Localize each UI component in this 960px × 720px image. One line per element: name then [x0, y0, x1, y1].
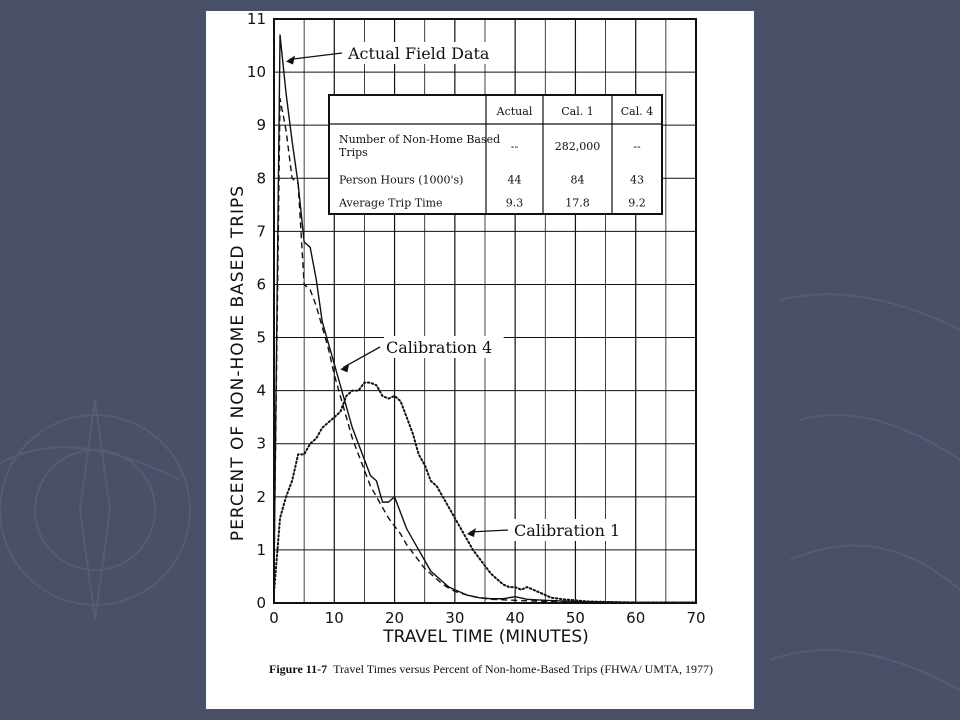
table-col-header: Cal. 4	[620, 105, 654, 118]
table-cell: 9.2	[628, 196, 646, 210]
y-tick-label: 9	[256, 116, 266, 135]
caption-figure-number: Figure 11-7	[269, 662, 328, 676]
x-tick-label: 50	[565, 609, 585, 627]
table-cell: 9.3	[505, 196, 524, 210]
annotation-label: Actual Field Data	[348, 44, 490, 63]
table-cell: 84	[570, 173, 585, 187]
y-tick-label: 1	[256, 540, 266, 559]
table-cell: --	[633, 140, 641, 153]
x-tick-label: 70	[686, 609, 706, 627]
table-cell: 282,000	[554, 140, 601, 153]
table-cell: 43	[630, 173, 644, 187]
table-cell: 44	[507, 173, 522, 187]
scanned-figure-page	[206, 11, 754, 709]
x-tick-label: 20	[385, 609, 405, 627]
table-row-label: Person Hours (1000's)	[339, 173, 464, 187]
x-tick-label: 30	[445, 609, 465, 627]
y-tick-label: 7	[256, 222, 266, 241]
table-col-header: Cal. 1	[561, 105, 594, 118]
y-axis-label: PERCENT OF NON-HOME BASED TRIPS	[228, 184, 248, 542]
annotation-arrowhead	[286, 55, 295, 64]
x-tick-label: 60	[626, 609, 646, 627]
y-tick-label: 10	[246, 63, 266, 82]
travel-time-chart	[206, 11, 754, 709]
y-tick-label: 2	[256, 487, 266, 506]
table-row-label: Average Trip Time	[339, 196, 443, 210]
table-cell: --	[510, 140, 519, 153]
caption-text: Travel Times versus Percent of Non-home-Based Trips (FHWA/ UMTA, 1977)	[333, 662, 714, 676]
annotation-arrowhead	[340, 363, 349, 372]
annotation-label: Calibration 4	[386, 338, 493, 357]
x-axis-label: TRAVEL TIME (MINUTES)	[383, 627, 589, 647]
y-tick-label: 8	[256, 169, 266, 188]
annotation-arrowhead	[467, 528, 476, 537]
y-tick-label: 3	[256, 434, 266, 453]
table-row-label: Trips	[339, 146, 368, 159]
x-tick-label: 10	[324, 609, 344, 627]
table-cell: 17.8	[565, 196, 590, 210]
y-tick-label: 5	[256, 328, 266, 347]
annotation-label: Calibration 1	[514, 521, 621, 540]
y-tick-label: 4	[256, 381, 266, 400]
figure-caption	[269, 661, 739, 677]
table-row-label: Number of Non-Home Based	[339, 133, 501, 146]
y-tick-label: 6	[256, 275, 266, 294]
inset-table	[329, 95, 662, 214]
table-col-header: Actual	[496, 105, 533, 118]
y-tick-label: 0	[256, 594, 266, 612]
x-tick-label: 40	[505, 609, 525, 627]
annotation-arrow	[470, 530, 508, 532]
x-tick-label: 0	[269, 609, 279, 627]
y-tick-label: 11	[246, 11, 266, 28]
